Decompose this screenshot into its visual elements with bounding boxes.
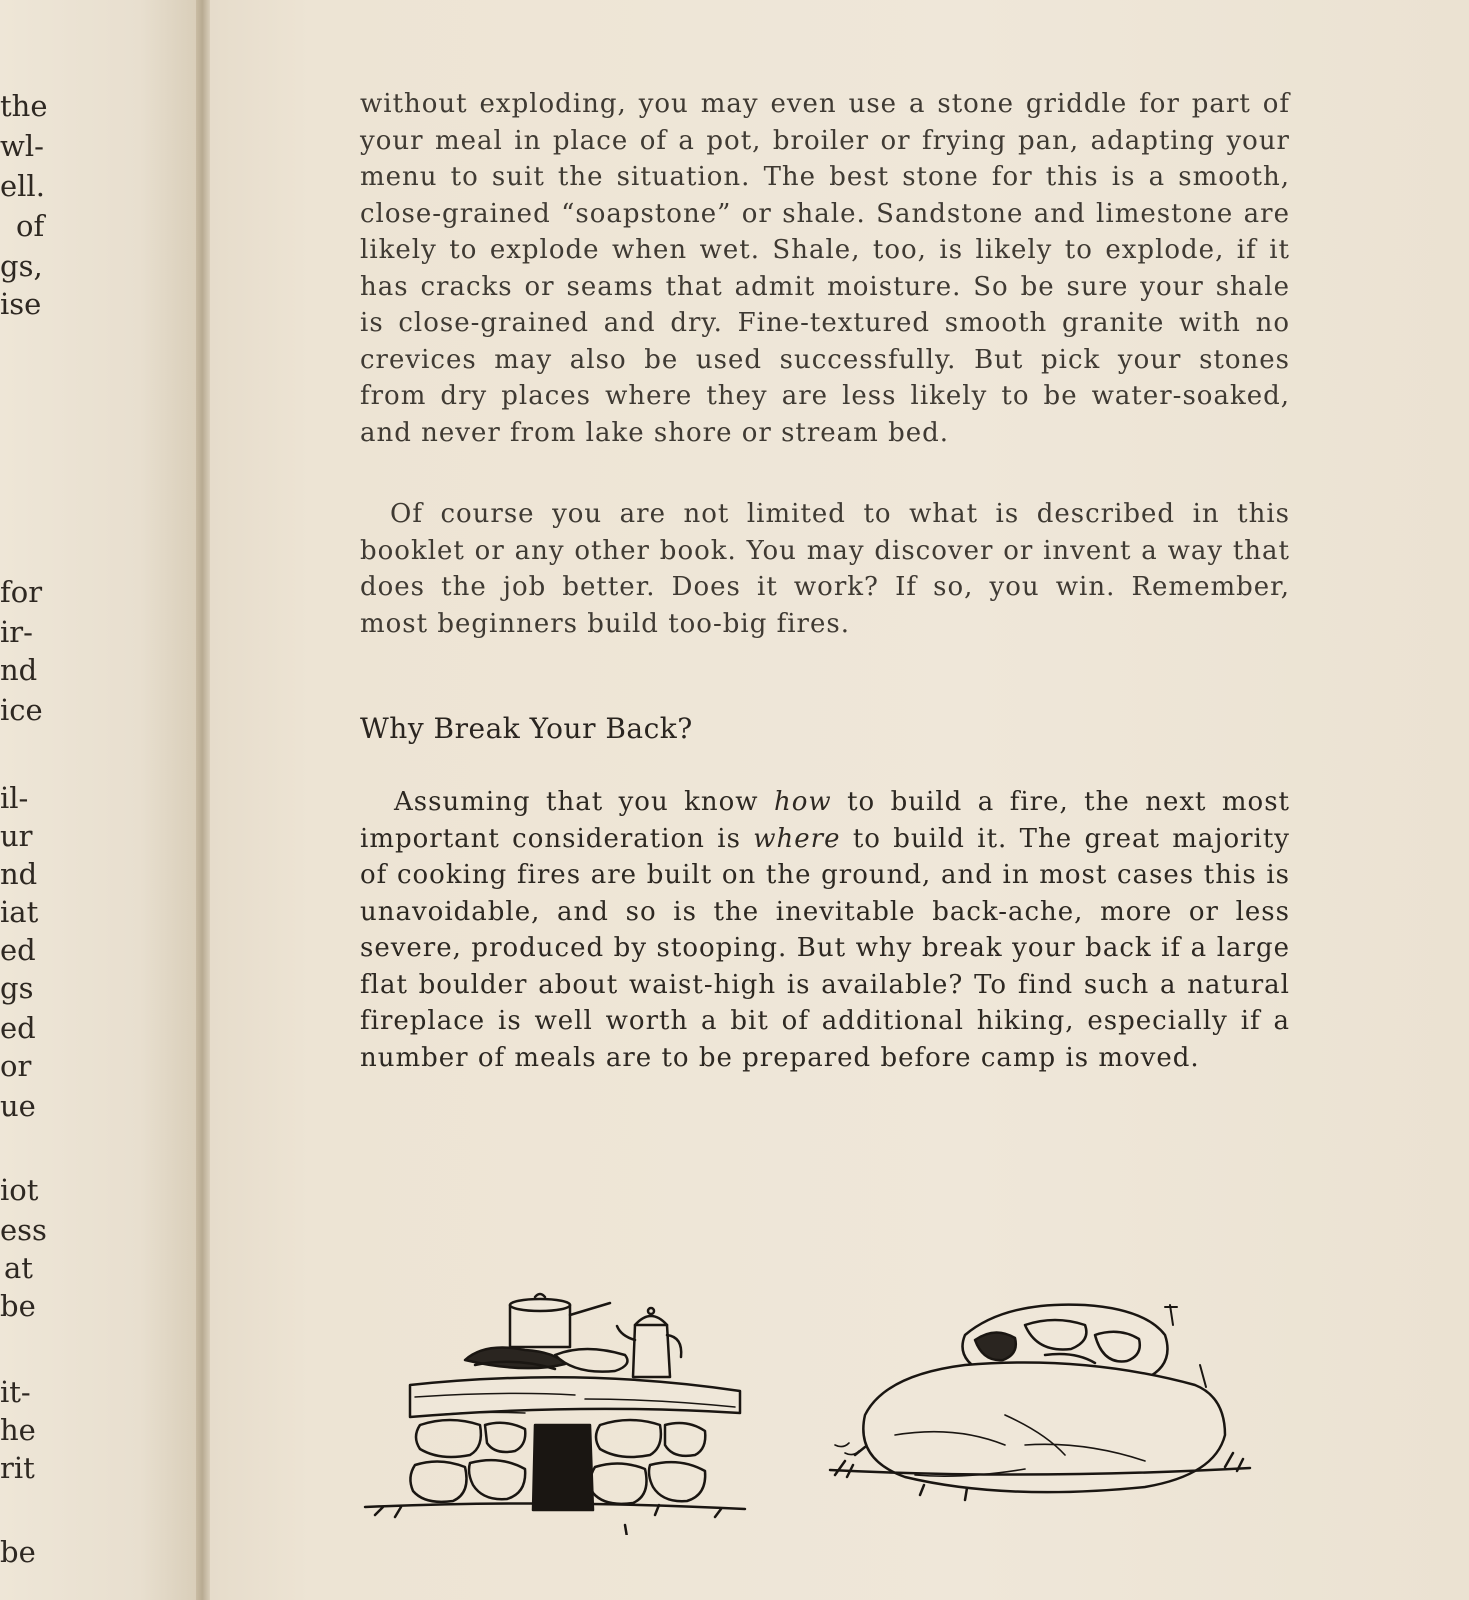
paragraph-stone-griddle: without exploding, you may even use a stone griddle for part of your meal in place of a pot, broiler or frying pan, adapting your menu to suit the situation. The best stone for this is a smooth, close-grained “soapstone” or shale. Sandstone and limestone are likely to explode when wet. Shale, too, is likely to explode, if it has cracks or seams that admit moisture. So be sure your shale is close-grained and dry. Fine-textured smooth granite with no crevices may also be used successfully. But pick your stones from dry places where they are less likely to be water-soaked, and never from lake shore or stream bed. [360, 89, 1290, 448]
left-fragment: nd [0, 653, 38, 687]
left-fragment: ur [0, 819, 33, 853]
left-fragment: nd [0, 857, 38, 891]
left-fragment: ess [0, 1213, 47, 1247]
left-fragment: the [0, 89, 48, 123]
p3-text: to build it. The great majority of cooking fires are built on the ground, and in most cases this is unavoidable, and so is the inevitable back-ache, more or less severe, produced by stooping. But why break your back if a large flat boulder about waist-high is available? To find such a natural fireplace is well worth a bit of additional hiking, especially if a number of meals are to be prepared before camp is moved. [360, 823, 1290, 1073]
stone-fireplace-illustration [355, 1285, 755, 1535]
book-gutter [196, 0, 210, 1600]
left-fragment: il- [0, 781, 29, 815]
paragraph-not-limited: Of course you are not limited to what is described in this booklet or any other book. You may discover or invent a way that does the job better. Does it work? If so, you win. Remember, most beginners build too-big fires. [360, 499, 1290, 639]
left-fragment: or [0, 1049, 32, 1083]
left-fragment: wl- [0, 129, 44, 163]
left-fragment: iot [0, 1173, 39, 1207]
left-fragment: it- [0, 1375, 31, 1409]
left-fragment: at [4, 1251, 33, 1285]
left-fragment: ice [0, 693, 43, 727]
left-fragment: iat [0, 895, 39, 929]
left-fragment: he [0, 1413, 36, 1447]
emphasis-where: where [753, 823, 841, 854]
left-fragment: ed [0, 1011, 36, 1045]
left-fragment: ise [0, 287, 42, 321]
left-fragment: for [0, 575, 43, 609]
left-page [0, 0, 200, 1600]
left-fragment: ir- [0, 615, 33, 649]
left-fragment: gs, [0, 249, 43, 283]
left-fragment: ue [0, 1089, 36, 1123]
paragraph-where-to-build [360, 784, 1290, 1076]
left-fragment: be [0, 1535, 36, 1569]
left-fragment: rit [0, 1451, 35, 1485]
boulder-fireplace-illustration [825, 1295, 1255, 1525]
left-fragment: be [0, 1289, 36, 1323]
p3-text: to build a fire, the next most important consideration is [360, 787, 1290, 854]
emphasis-how: how [774, 787, 832, 817]
left-fragment: ed [0, 933, 36, 967]
left-fragment: ell. [0, 169, 45, 203]
left-fragment: gs [0, 971, 34, 1005]
p3-text: Assuming that you know [394, 787, 774, 817]
left-fragment: of [16, 209, 45, 243]
section-heading: Why Break Your Back? [360, 712, 693, 745]
